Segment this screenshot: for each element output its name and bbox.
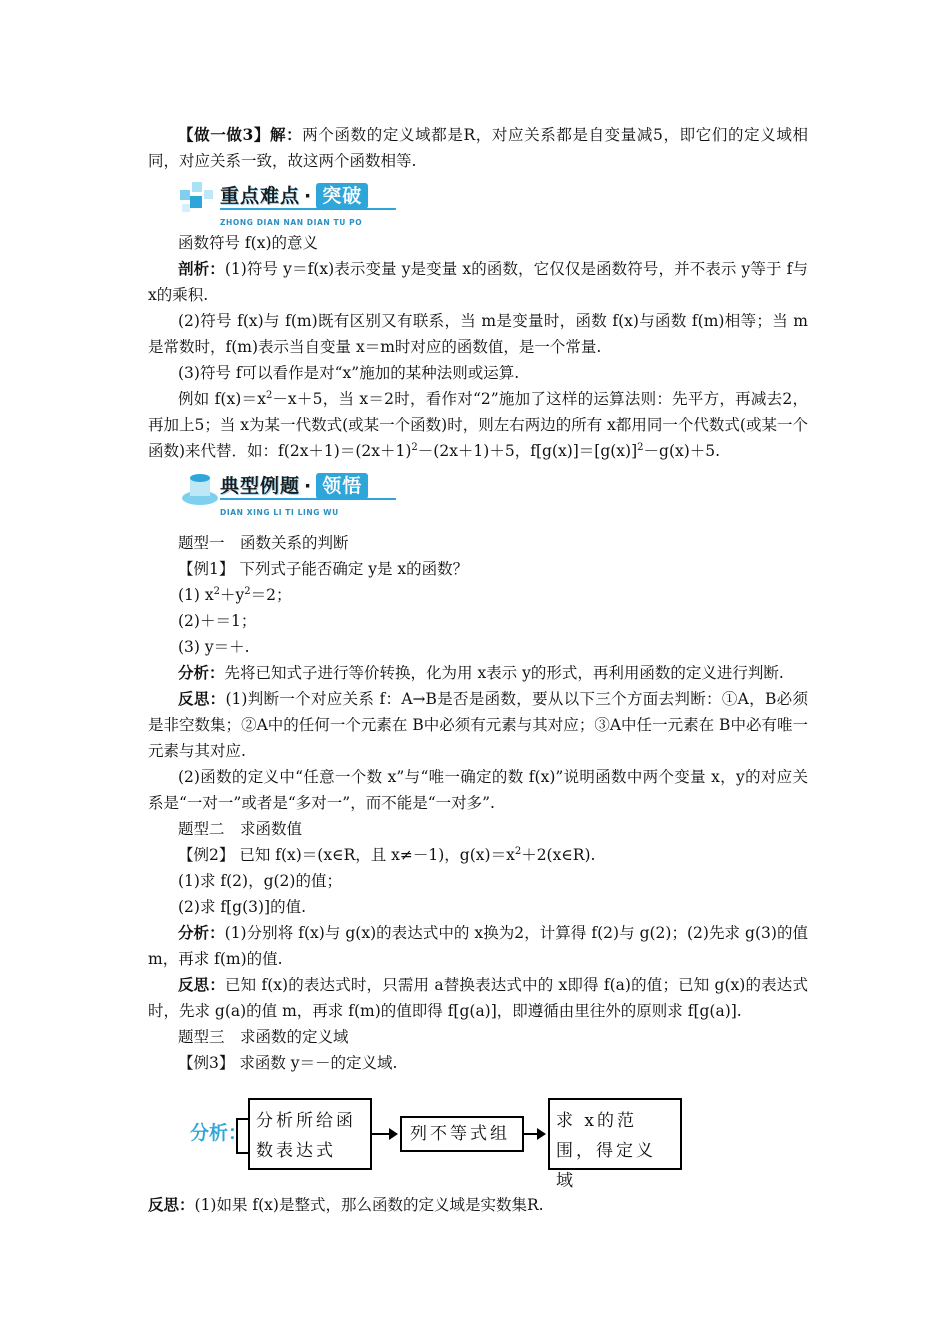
cube-cluster-icon bbox=[176, 176, 222, 222]
examples-pinyin: DIAN XING LI TI LING WU bbox=[220, 508, 339, 517]
examples-title: 典型例题 · 领悟 bbox=[220, 472, 368, 500]
type2-title: 题型二 求函数值 bbox=[178, 820, 303, 838]
analysis-p3: (3)符号 f可以看作是对“x”施加的某种法则或运算. bbox=[178, 364, 520, 382]
do-it-text: 两个函数的定义域都是R，对应关系都是自变量减5，即它们的定义域相同，对应关系一致，故这两个函数相等. bbox=[148, 126, 808, 170]
flowchart-bracket bbox=[236, 1118, 248, 1154]
example1-analysis: 分析：先将已知式子进行等价转换，化为用 x表示 y的形式，再利用函数的定义进行判断. bbox=[178, 663, 784, 682]
example2: 【例2】 已知 f(x)＝(x∈R，且 x≠－1)，$g(x)=x^2+2(x\in R)$. bbox=[178, 845, 596, 864]
example2-reflection: 反思：已知 f(x)的表达式时，只需用 a替换表达式中的 x即得 f(a)的值；已知 g(x)的表达式时，先求 g(a)的值 m，再求 f(m)的值即得 f[g(a)]，即遵循由里往外的原则求 f[g(a)]. bbox=[148, 975, 808, 1020]
flow-step-analyze: 分析所给函数表达式 bbox=[248, 1098, 372, 1170]
type3-title: 题型三 求函数的定义域 bbox=[178, 1028, 349, 1046]
do-it-paragraph bbox=[148, 122, 808, 174]
key-points-banner bbox=[176, 176, 808, 228]
analysis-p4: 例如 $f(x)=x^2-x+5$，当 x＝2时，看作对“2”施加了这样的运算法则：先平方，再减去2，再加上5；当 x为某一代数式(或某一个函数)时，则左右两边的所有 x都用同一个代数式(或某一个函数)来代替．如：$f(2x+1)=(2x+1)^2-(2x+1)+5$，$f[g(x)]=[g(x)]^2-g(x)+5$. bbox=[148, 389, 808, 460]
tray-icon bbox=[176, 466, 222, 512]
flowchart-label: 分析： bbox=[190, 1122, 248, 1144]
example2-analysis: 分析：(1)分别将 f(x)与 g(x)的表达式中的 x换为2，计算得 f(2)与 g(2)；(2)先求 g(3)的值 m，再求 f(m)的值. bbox=[148, 923, 808, 968]
analysis-flowchart bbox=[148, 1090, 808, 1191]
analysis-p1: 剖析：(1)符号 y＝f(x)表示变量 y是变量 x的函数，它仅仅是函数符号，并不表示 y等于 f与 x的乘积. bbox=[148, 259, 808, 304]
example1: 【例1】 下列式子能否确定 y是 x的函数？ bbox=[178, 560, 469, 578]
flow-step-domain: 求 x的范围，得定义域 bbox=[548, 1098, 682, 1170]
example3: 【例3】 求函数 y＝－的定义域. bbox=[178, 1054, 398, 1072]
example1-reflection2: (2)函数的定义中“任意一个数 x”与“唯一确定的数 f(x)”说明函数中两个变量 x，y的对应关系是“一对一”或者是“多对一”，而不能是“一对多”. bbox=[148, 768, 808, 812]
example2-item1: (1)求 f(2)，g(2)的值； bbox=[178, 872, 342, 890]
example1-item1: (1) $x^2+y^2=2$； bbox=[178, 585, 292, 604]
example1-reflection1: 反思：(1)判断一个对应关系 f：A→B是否是函数，要从以下三个方面去判断：①A，B必须是非空数集；②A中的任何一个元素在 B中必须有元素与其对应；③A中任一元素在 B中必有唯一元素与其对应. bbox=[148, 689, 808, 760]
analysis-p2: (2)符号 f(x)与 f(m)既有区别又有联系，当 m是变量时，函数 f(x)与函数 f(m)相等；当 m是常数时，f(m)表示当自变量 x＝m时对应的函数值，是一个常量. bbox=[148, 312, 808, 356]
solution-label: 解： bbox=[270, 125, 303, 144]
examples-banner bbox=[176, 466, 808, 518]
type1-title: 题型一 函数关系的判断 bbox=[178, 534, 349, 552]
example1-item3: (3) y＝＋. bbox=[178, 638, 250, 656]
example2-item2: (2)求 f[g(3)]的值. bbox=[178, 898, 307, 916]
flow-step-inequalities: 列不等式组 bbox=[400, 1116, 524, 1152]
example3-reflection: 反思：(1)如果 f(x)是整式，那么函数的定义域是实数集R. bbox=[148, 1195, 544, 1214]
flow-arrow-icon bbox=[372, 1133, 396, 1135]
do-it-label: 【做一做3】 bbox=[178, 125, 270, 144]
document-content bbox=[148, 122, 808, 1218]
key-points-title: 重点难点 · 突破 bbox=[220, 182, 368, 210]
flow-arrow-icon bbox=[524, 1133, 544, 1135]
key-heading: 函数符号 f(x)的意义 bbox=[178, 234, 319, 252]
example1-item2: (2)＋＝1； bbox=[178, 612, 257, 630]
key-points-pinyin: ZHONG DIAN NAN DIAN TU PO bbox=[220, 218, 363, 227]
